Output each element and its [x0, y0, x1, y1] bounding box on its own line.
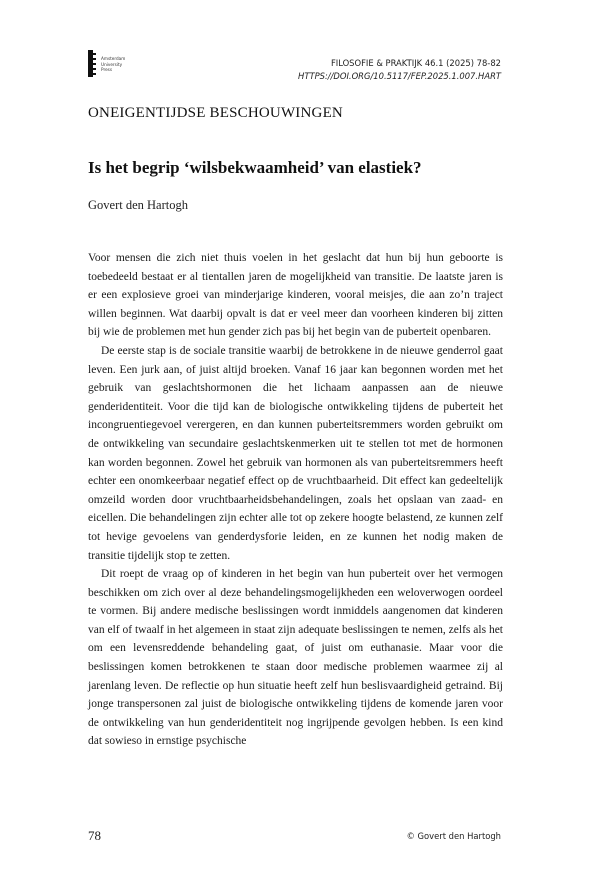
- article-body: [88, 249, 503, 751]
- press-logo-icon: [88, 50, 96, 77]
- body-paragraph: Voor mensen die zich niet thuis voelen in het geslacht dat hun bij hun geboorte is toebedeeld bestaat er al tientallen jaren de mogelijkheid van transitie. De laatste jaren is er een explosieve groei van minderjarige kinderen, vooral meisjes, die aan zo’n traject willen beginnen. Wat daarbij opvalt is dat er veel meer dan voorheen kinderen bij zitten bij wie de problemen met hun gender zich pas bij het begin van de puberteit openbaren.: [88, 252, 503, 339]
- page-number: 78: [88, 828, 101, 843]
- article-author: Govert den Hartogh: [88, 198, 188, 212]
- journal-header: [298, 57, 501, 83]
- article-title: Is het begrip ‘wilsbekwaamheid’ van elastiek?: [88, 158, 422, 177]
- section-heading: ONEIGENTIJDSE BESCHOUWINGEN: [88, 105, 343, 121]
- journal-citation: FILOSOFIE & PRAKTIJK 46.1 (2025) 78-82: [330, 58, 501, 68]
- body-paragraph: De eerste stap is de sociale transitie waarbij de betrokkene in de nieuwe genderrol gaat leven. Een jurk aan, of juist altijd broeken. Vanaf 16 jaar kan begonnen worden met het gebruik van geslachtshormonen die het lichaam aanpassen aan de nieuwe genderidentiteit. Voor die tijd kan de biologische ontwikkeling tijdens de puberteit het incongruentiegevoel verergeren, en dan kunnen puberteitsremmers worden gebruikt om de ontwikkeling van secundaire geslachtskenmerken uit te stellen tot met de hormonen kan worden begonnen. Zowel het gebruik van hormonen als van puberteitsremmers heeft echter een onomkeerbaar negatief effect op de vruchtbaarheid. Dit effect kan gedeeltelijk omzeild worden door vruchtbaarheidsbehandelingen, zoals het opslaan van zaad- en eicellen. Die behandelingen zijn echter alle tot op zekere hoogte belastend, ze kunnen zelf tot hevige gevoelens van genderdysforie leiden, en ze kunnen het nodig maken de transitie tijdelijk stop te zetten.: [88, 344, 503, 562]
- publisher-logo-text: Amsterdam University Press: [101, 56, 126, 72]
- body-paragraph: Dit roept de vraag op of kinderen in het begin van hun puberteit over het vermogen beschikken om zich over al deze behandelingsmogelijkheden een weloverwogen oordeel te vormen. Bij andere medische beslissingen wordt inmiddels aangenomen dat kinderen van elf of twaalf in het algemeen in staat zijn adequate beslissingen te nemen, zelfs als het om een levensreddende behandeling gaat, of juist om euthanasie. Maar voor die beslissingen komen betrokkenen te staan door medische problemen waarmee zij al jarenlang leven. De reflectie op hun situatie heeft zelf hun beslisvaardigheid getraind. Bij jonge transpersonen zal juist de biologische ontwikkeling tijdens de komende jaren voor de ontwikkeling van hun genderidentiteit nog ingrijpende gevolgen hebben. Is een kind dat sowieso in ernstige psychische: [88, 568, 503, 748]
- copyright-notice: © Govert den Hartogh: [406, 831, 501, 841]
- doi-link[interactable]: HTTPS://DOI.ORG/10.5117/FEP.2025.1.007.HART: [298, 71, 501, 81]
